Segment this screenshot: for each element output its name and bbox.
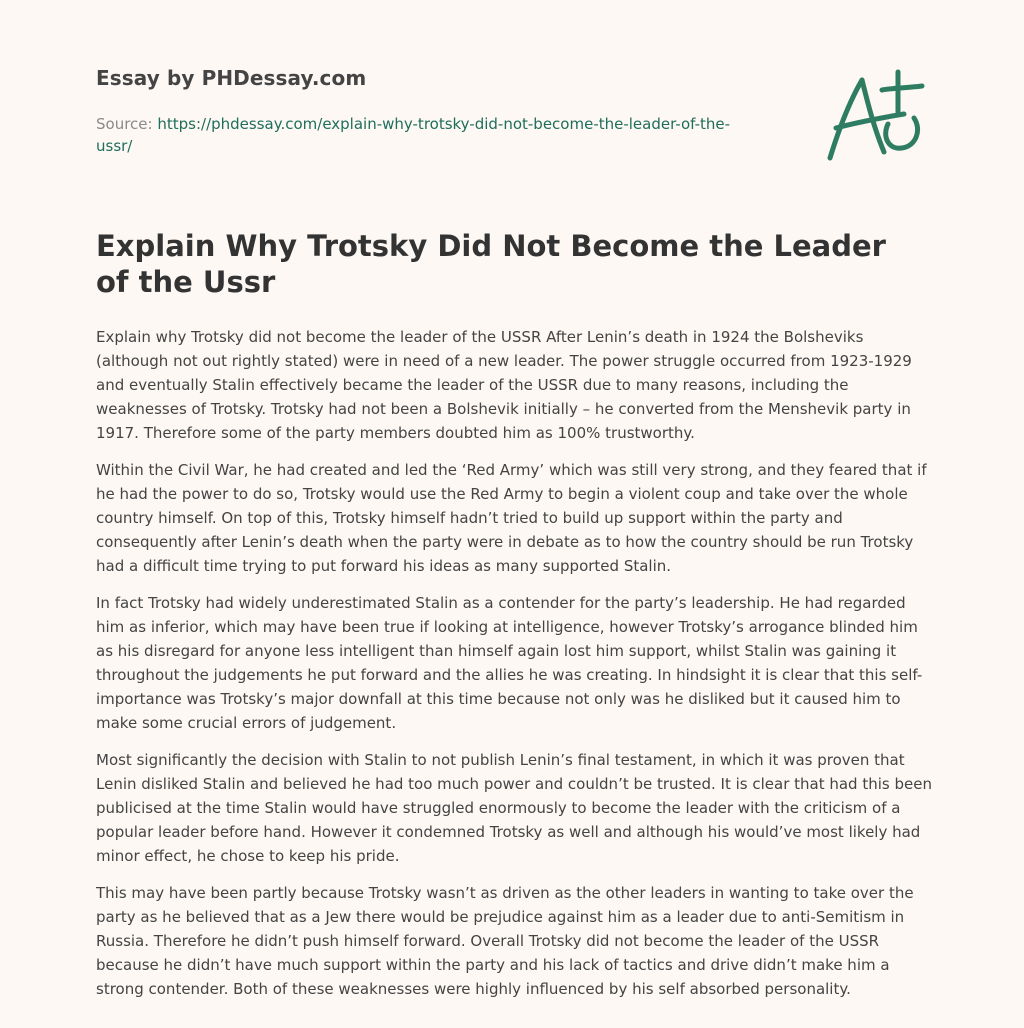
site-brand: Essay by PHDessay.com bbox=[96, 66, 367, 90]
a-plus-grade-icon bbox=[818, 66, 930, 166]
source-link[interactable]: https://phdessay.com/explain-why-trotsky-did-not-become-the-leader-of-the-ussr/ bbox=[96, 115, 731, 155]
essay-title: Explain Why Trotsky Did Not Become the Leader of the Ussr bbox=[96, 229, 886, 299]
essay-paragraph: In fact Trotsky had widely underestimated Stalin as a contender for the party’s leadership. He had regarded him as inferior, which may have been true if looking at intelligence, however Trotsky’s arrogance blinded him as his disregard for anyone less intelligent than himself again lost him support, whilst Stalin was gaining it throughout the judgements he put forward and the allies he was creating. In hindsight it is clear that this self-importance was Trotsky’s major downfall at this time because not only was he disliked but it caused him to make some crucial errors of judgement. bbox=[96, 594, 923, 732]
essay-paragraph: Most significantly the decision with Stalin to not publish Lenin’s final testament, in which it was proven that Lenin disliked Stalin and believed he had too much power and couldn’t be trusted. It is clear that had this been publicised at the time Stalin would have struggled enormously to become the leader with the criticism of a popular leader before hand. However it condemned Trotsky as well and although his would’ve most likely had minor effect, he chose to keep his pride. bbox=[96, 751, 932, 865]
source-label: Source: bbox=[96, 115, 153, 133]
essay-paragraph: Explain why Trotsky did not become the leader of the USSR After Lenin’s death in 1924 the Bolsheviks (although not out rightly stated) were in need of a new leader. The power struggle occurred from 1923-1929 and eventually Stalin effectively became the leader of the USSR due to many reasons, including the weaknesses of Trotsky. Trotsky had not been a Bolshevik initially – he converted from the Menshevik party in 1917. Therefore some of the party members doubted him as 100% trustworthy. bbox=[96, 328, 912, 442]
essay-paragraph: Within the Civil War, he had created and led the ‘Red Army’ which was still very strong, and they feared that if he had the power to do so, Trotsky would use the Red Army to begin a violent coup and take over the whole country himself. On top of this, Trotsky himself hadn’t tried to build up support within the party and consequently after Lenin’s death when the party were in debate as to how the country should be run Trotsky had a difficult time trying to put forward his ideas as many supported Stalin. bbox=[96, 461, 927, 575]
source-line bbox=[96, 113, 756, 157]
essay-paragraph: This may have been partly because Trotsky wasn’t as driven as the other leaders in wanting to take over the party as he believed that as a Jew there would be prejudice against him as a leader due to anti-Semitism in Russia. Therefore he didn’t push himself forward. Overall Trotsky did not become the leader of the USSR because he didn’t have much support within the party and his lack of tactics and drive didn’t make him a strong contender. Both of these weaknesses were highly influenced by his self absorbed personality. bbox=[96, 884, 914, 998]
essay-body bbox=[96, 325, 932, 1014]
